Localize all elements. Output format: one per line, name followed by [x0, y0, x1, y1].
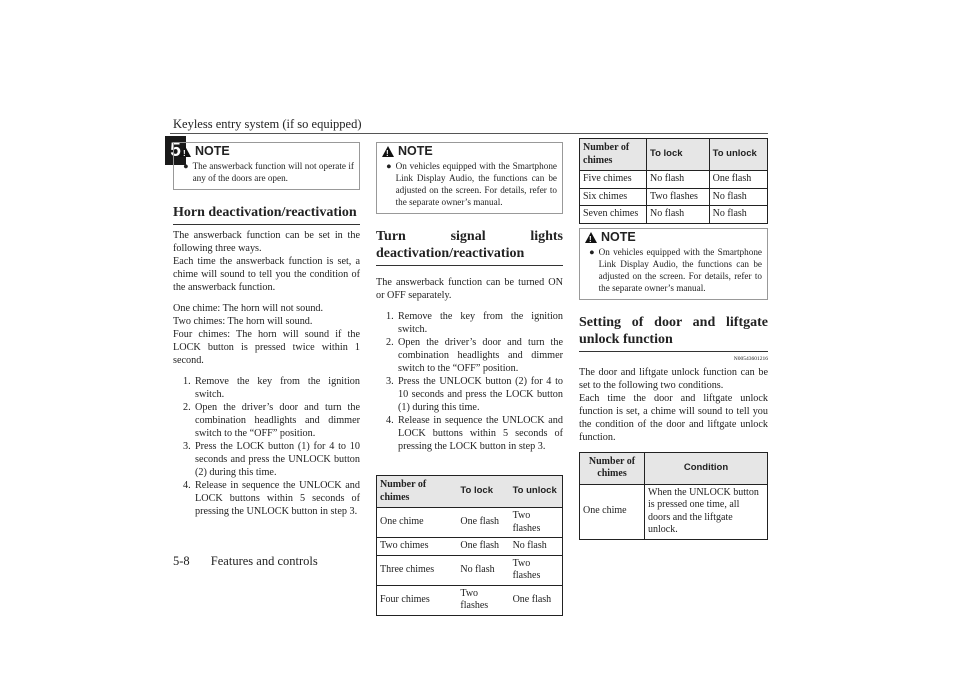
section-heading: Turn signal lights deactivation/reactivation: [376, 228, 563, 266]
warning-icon: [585, 232, 597, 243]
note-box: [579, 228, 768, 300]
note-label: NOTE: [601, 229, 636, 244]
chime-line: One chime: The horn will not sound.: [173, 303, 324, 314]
warning-icon: [382, 146, 394, 157]
step-item: 3. Press the LOCK button (1) for 4 to 10 seconds and press the UNLOCK button (2) during this time.: [183, 441, 360, 478]
column-2: [376, 142, 563, 616]
table-header-row: [377, 476, 563, 508]
steps-list: [386, 310, 563, 453]
table-row: Two chimes One flash No flash: [377, 538, 563, 556]
table-row: One chime One flash Two flashes: [377, 508, 563, 538]
table-header: To unlock: [510, 476, 563, 508]
section-heading: Horn deactivation/reactivation: [173, 204, 360, 225]
header-rule: [170, 133, 768, 134]
step-item: 2. Open the driver’s door and turn the combination headlights and dimmer switch to the “OFF” position.: [183, 402, 360, 439]
table-header-row: [580, 452, 768, 484]
step-item: 4. Release in sequence the UNLOCK and LOCK buttons within 5 seconds of pressing the UNLOCK button in step 3.: [183, 480, 360, 517]
bullet-icon: ●: [183, 161, 189, 171]
table-header-row: [580, 139, 768, 171]
paragraph: Each time the door and liftgate unlock function is set, a chime will sound to tell you the condition of the door and liftgate unlock function.: [579, 392, 768, 443]
table-header: To lock: [647, 139, 710, 171]
table-header: Condition: [645, 452, 768, 484]
paragraph: The door and liftgate unlock function can be set to the following two conditions.: [579, 366, 768, 391]
table-row: Seven chimes No flash No flash: [580, 206, 768, 224]
flash-table: [376, 475, 563, 616]
note-item: ● The answerback function will not operate if any of the doors are open.: [183, 161, 354, 183]
table-row: Three chimes No flash Two flashes: [377, 555, 563, 585]
chime-line: Four chimes: The horn will sound if the LOCK button is pressed twice within 1 second.: [173, 329, 360, 366]
table-row: Five chimes No flash One flash: [580, 171, 768, 189]
table-header: Number of chimes: [580, 452, 645, 484]
page-number: 5-8: [173, 554, 190, 568]
note-item: ● On vehicles equipped with the Smartphone Link Display Audio, the functions can be adjusted on the screen. For details, refer to the separate owner’s manual.: [589, 246, 762, 293]
paragraph: The answerback function can be turned ON or OFF separately.: [376, 277, 563, 301]
flash-table-continued: [579, 138, 768, 224]
chime-line: Two chimes: The horn will sound.: [173, 316, 313, 327]
column-1: [173, 142, 360, 518]
step-item: 1. Remove the key from the ignition switch.: [183, 376, 360, 400]
note-box: [376, 142, 563, 214]
table-header: To lock: [457, 476, 509, 508]
table-header: Number of chimes: [580, 139, 647, 171]
page-footer: [173, 554, 318, 569]
page-header-title: Keyless entry system (if so equipped): [173, 117, 362, 131]
warning-icon: [179, 146, 191, 157]
bullet-icon: ●: [386, 161, 392, 171]
chapter-tab: 5: [165, 136, 186, 165]
table-row: One chime When the UNLOCK button is pressed one time, all doors and the liftgate unlock.: [580, 484, 768, 539]
condition-table: [579, 452, 768, 540]
note-box: [173, 142, 360, 190]
note-label: NOTE: [398, 144, 433, 158]
note-label: NOTE: [195, 144, 230, 158]
reference-code: N00543601216: [733, 355, 768, 362]
paragraph: Each time the answerback function is set, a chime will sound to tell you the condition of the answerback function.: [173, 256, 360, 293]
footer-section: Features and controls: [210, 554, 318, 568]
bullet-icon: ●: [589, 246, 595, 257]
step-item: 4. Release in sequence the UNLOCK and LOCK buttons within 5 seconds of pressing the LOCK button in step 3.: [386, 415, 563, 452]
section-heading: Setting of door and liftgate unlock function: [579, 314, 768, 352]
note-item: ● On vehicles equipped with the Smartphone Link Display Audio, the functions can be adjusted on the screen. For details, refer to the separate owner’s manual.: [386, 161, 557, 207]
step-item: 2. Open the driver’s door and turn the combination headlights and dimmer switch to the “OFF” position.: [386, 337, 563, 374]
step-item: 1. Remove the key from the ignition switch.: [386, 311, 563, 335]
table-row: Six chimes Two flashes No flash: [580, 188, 768, 206]
paragraph: The answerback function can be set in the following three ways.: [173, 230, 360, 254]
step-item: 3. Press the UNLOCK button (2) for 4 to 10 seconds and press the LOCK button (1) during this time.: [386, 376, 563, 413]
table-header: To unlock: [709, 139, 767, 171]
table-header: Number of chimes: [377, 476, 458, 508]
table-row: Four chimes Two flashes One flash: [377, 585, 563, 615]
column-3: [579, 138, 768, 540]
steps-list: [183, 375, 360, 518]
